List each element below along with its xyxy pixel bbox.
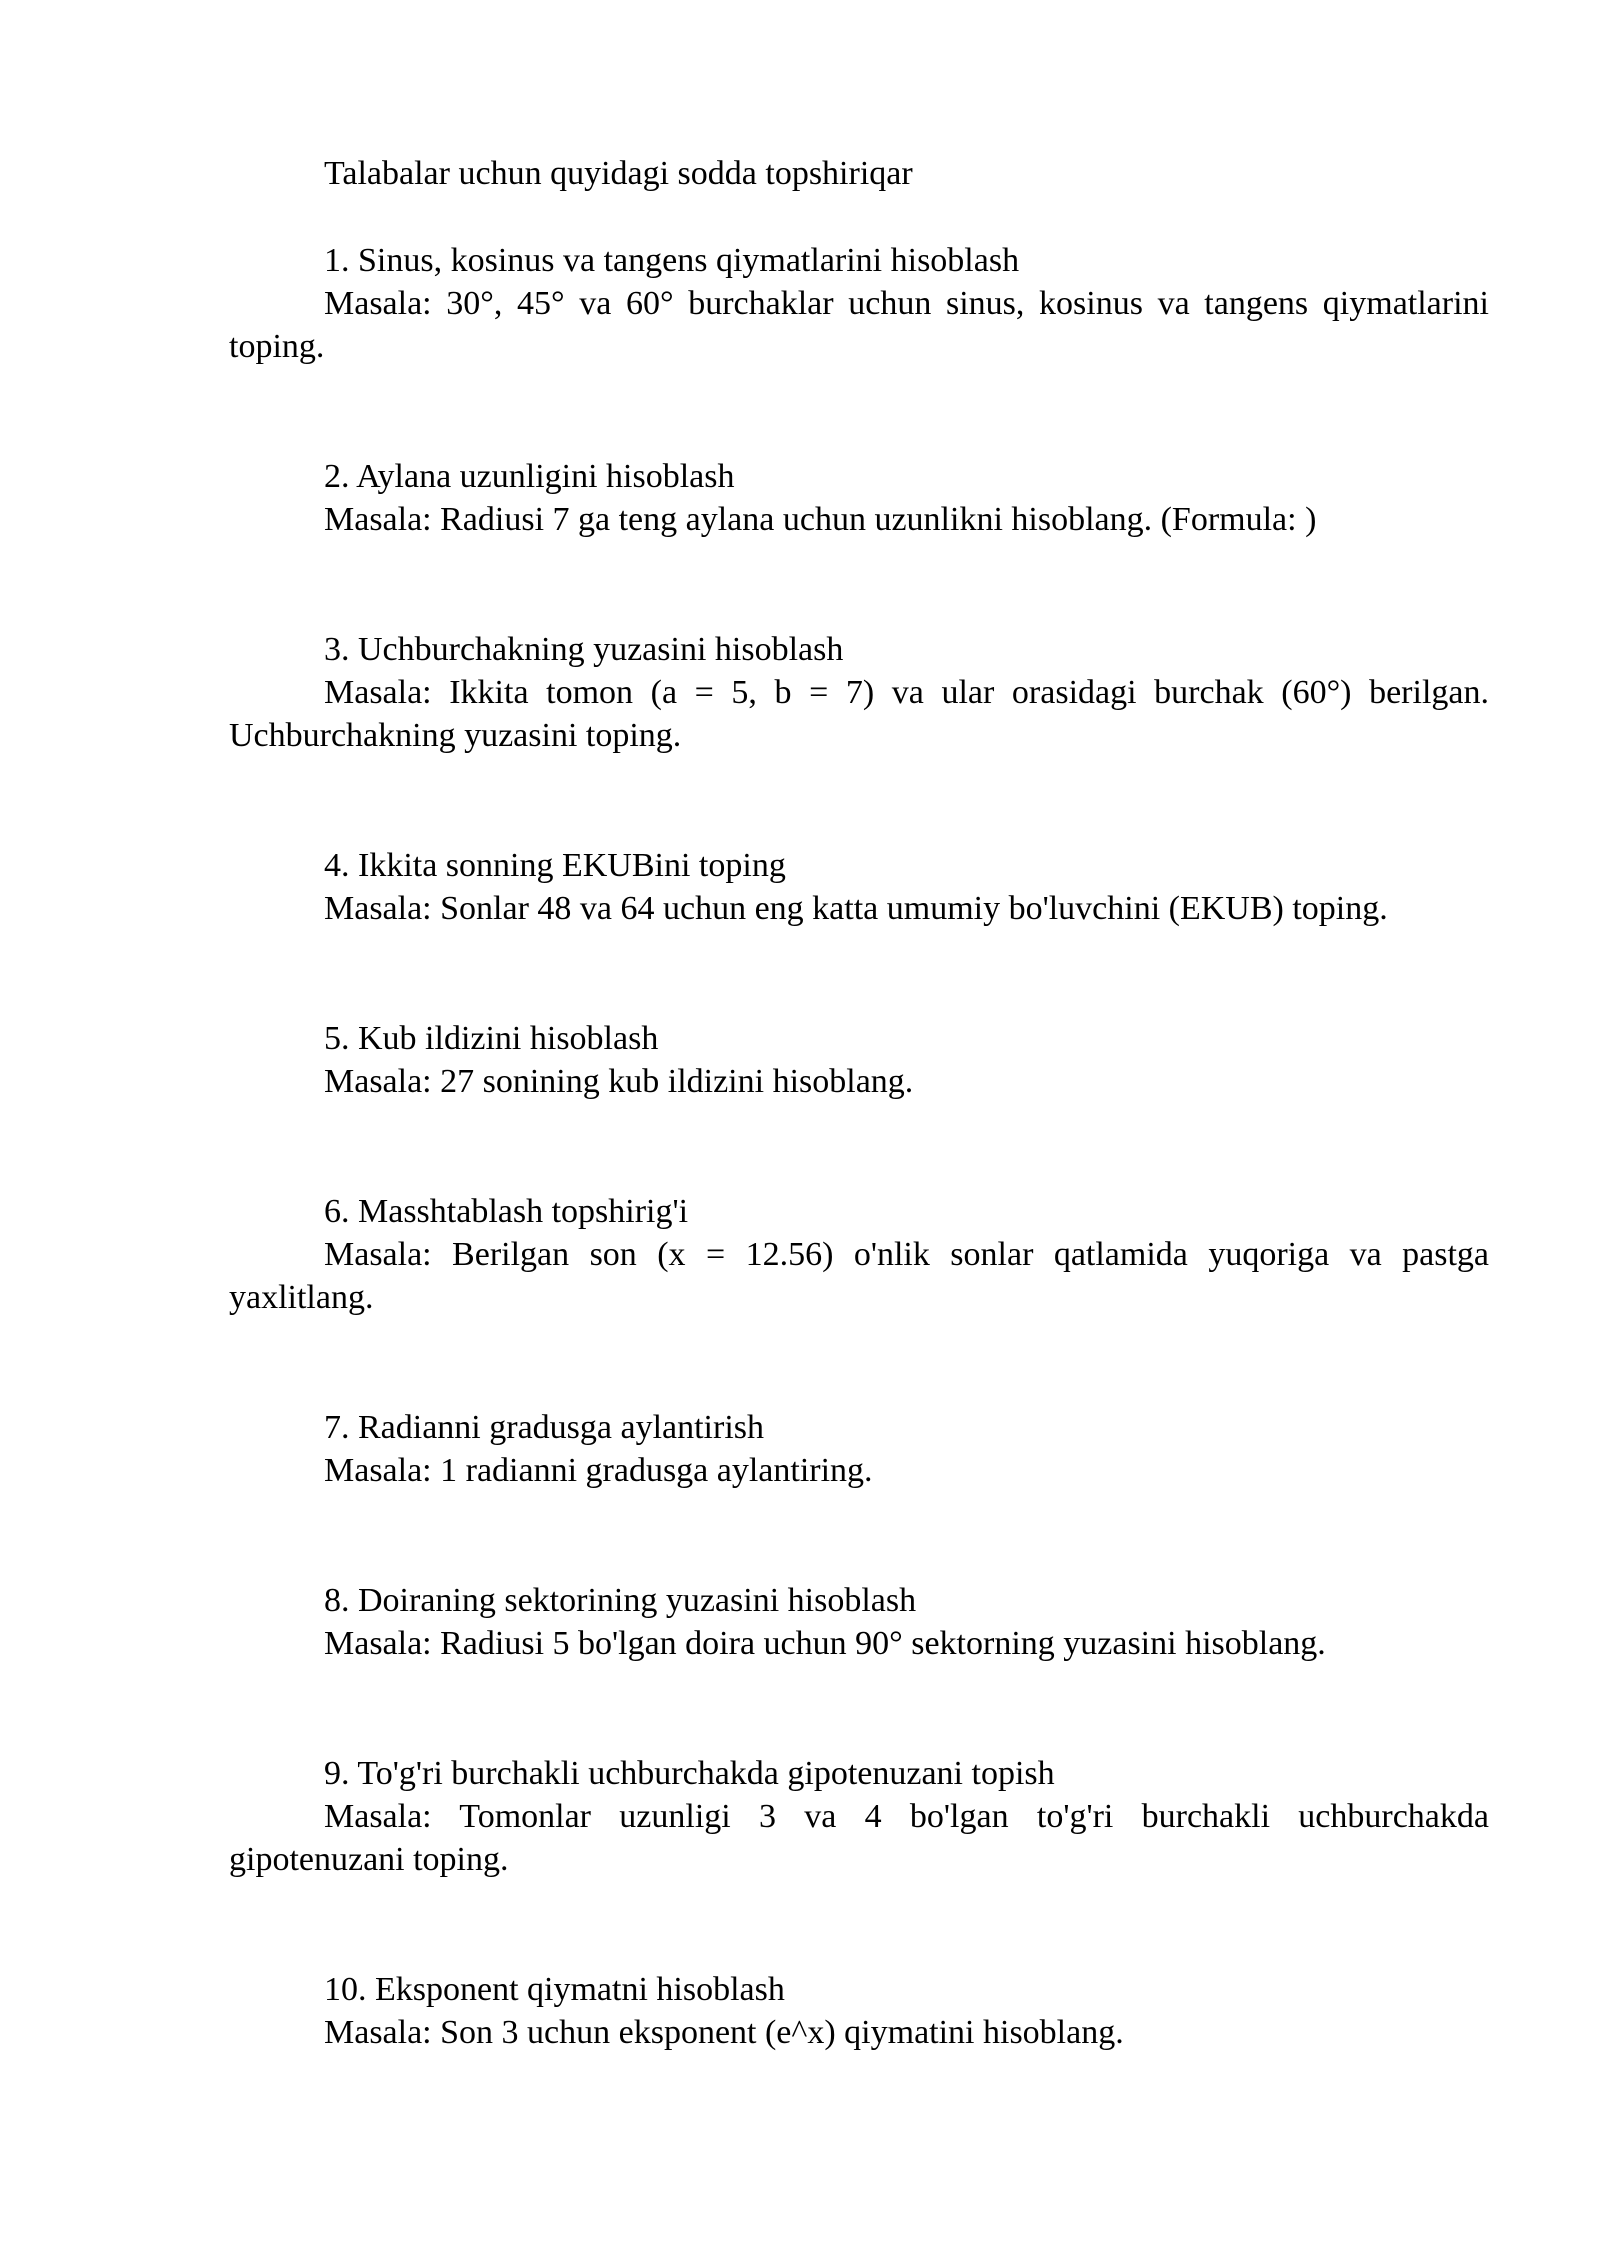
task-body: Masala: Tomonlar uzunligi 3 va 4 bo'lgan to'g'ri burchakli uchburchakda gipotenuzani toping.: [229, 1798, 1489, 1878]
task-body: Masala: Radiusi 7 ga teng aylana uchun uzunlikni hisoblang. (Formula: ): [324, 501, 1317, 538]
task-2: [229, 455, 1489, 541]
task-body: Masala: Sonlar 48 va 64 uchun eng katta umumiy bo'luvchini (EKUB) toping.: [324, 890, 1388, 927]
task-heading: 8. Doiraning sektorining yuzasini hisoblash: [324, 1582, 917, 1619]
task-body: Masala: Son 3 uchun eksponent (e^x) qiymatini hisoblang.: [324, 2014, 1124, 2051]
task-body: Masala: Ikkita tomon (a = 5, b = 7) va ular orasidagi burchak (60°) berilgan. Uchburchakning yuzasini toping.: [229, 674, 1489, 754]
task-body: Masala: Radiusi 5 bo'lgan doira uchun 90° sektorning yuzasini hisoblang.: [324, 1625, 1326, 1662]
task-4: [229, 844, 1489, 930]
document-content: [229, 152, 1489, 2054]
task-8: [229, 1579, 1489, 1665]
task-heading: 10. Eksponent qiymatni hisoblash: [324, 1971, 785, 2008]
task-3: [229, 628, 1489, 757]
task-9: [229, 1752, 1489, 1881]
document-title: Talabalar uchun quyidagi sodda topshiriqar: [324, 155, 913, 192]
task-10: [229, 1968, 1489, 2054]
task-heading: 1. Sinus, kosinus va tangens qiymatlarini hisoblash: [324, 242, 1020, 279]
task-body: Masala: Berilgan son (x = 12.56) o'nlik sonlar qatlamida yuqoriga va pastga yaxlitlang.: [229, 1236, 1489, 1316]
task-heading: 9. To'g'ri burchakli uchburchakda gipotenuzani topish: [324, 1755, 1055, 1792]
task-heading: 5. Kub ildizini hisoblash: [324, 1020, 659, 1057]
task-body: Masala: 27 sonining kub ildizini hisoblang.: [324, 1063, 914, 1100]
task-heading: 3. Uchburchakning yuzasini hisoblash: [324, 631, 844, 668]
task-heading: 7. Radianni gradusga aylantirish: [324, 1409, 765, 1446]
task-5: [229, 1017, 1489, 1103]
task-heading: 2. Aylana uzunligini hisoblash: [324, 458, 735, 495]
task-heading: 4. Ikkita sonning EKUBini toping: [324, 847, 786, 884]
task-6: [229, 1190, 1489, 1319]
task-1: [229, 239, 1489, 368]
task-7: [229, 1406, 1489, 1492]
task-body: Masala: 1 radianni gradusga aylantiring.: [324, 1452, 873, 1489]
task-heading: 6. Masshtablash topshirig'i: [324, 1193, 689, 1230]
task-body: Masala: 30°, 45° va 60° burchaklar uchun sinus, kosinus va tangens qiymatlarini toping.: [229, 285, 1489, 365]
